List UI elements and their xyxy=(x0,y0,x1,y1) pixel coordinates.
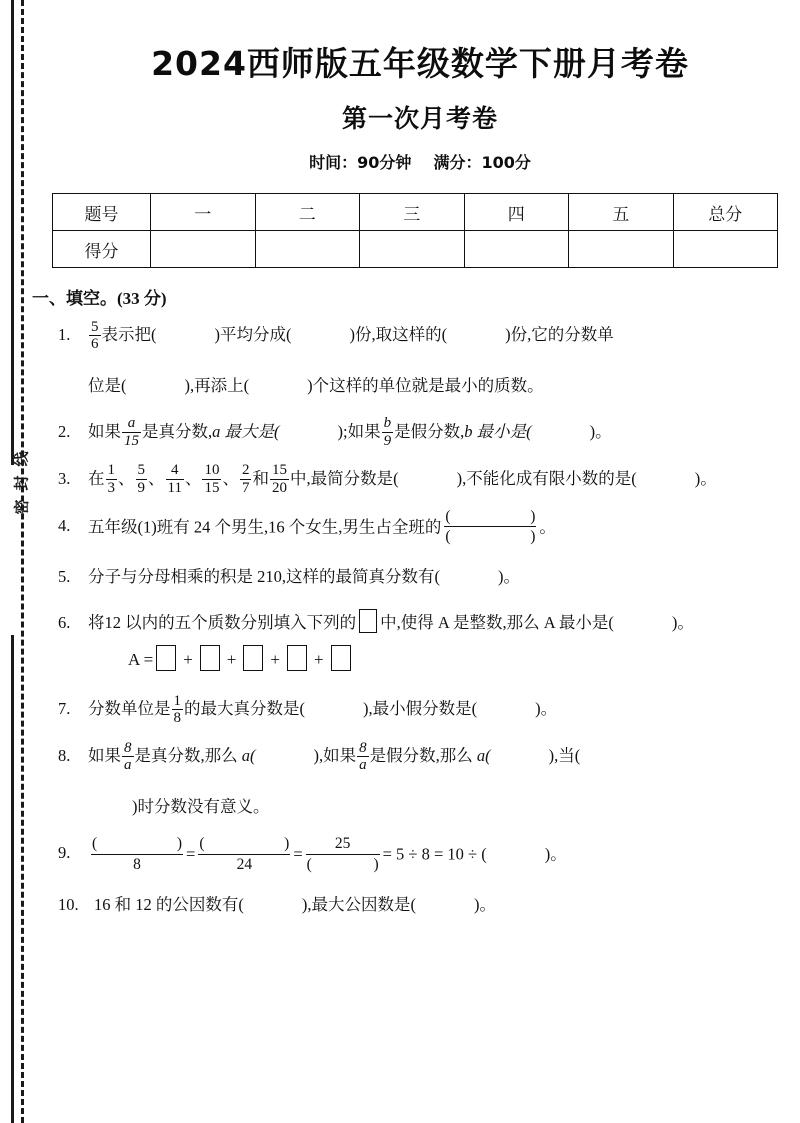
question-6 xyxy=(40,606,800,680)
question-text: 在 $\frac{1}{3}$ 、 $\frac{5}{9}$ 、 $\frac{4}{11}$ 、 $\frac{10}{15}$ 、 $\frac{2}{7}$ 和 $\frac{15}{20}$ 中,最简分数是( ),不能化成有限小数的是( )。 xyxy=(88,462,717,496)
fraction-1-8: $\frac{1}{8}$ xyxy=(173,693,181,727)
exam-page xyxy=(32,0,800,1123)
fraction-blank-over-blank[interactable]: ( ) ( ) xyxy=(445,507,536,546)
score-input-5[interactable] xyxy=(569,231,674,268)
seal-dashed-line xyxy=(21,0,24,1123)
fraction-15-20: $\frac{15}{20}$ xyxy=(271,462,287,496)
question-line-2: )时分数没有意义。 xyxy=(132,797,270,817)
question-text xyxy=(88,739,800,824)
table-cell-5: 五 xyxy=(569,194,674,231)
question-text: ( ) 8 = ( ) 24 = 25 ( ) = 5 ÷ 8 = 10 ÷ ( )。 xyxy=(92,835,567,873)
fraction-a-15: $\frac{a}{15}$ xyxy=(124,415,139,449)
table-row xyxy=(53,194,778,231)
answer-box[interactable] xyxy=(287,645,307,671)
question-number: 10. xyxy=(58,895,79,915)
formula-a-equals: A = + + + + xyxy=(88,650,354,669)
table-cell-4: 四 xyxy=(464,194,569,231)
question-text: 五年级(1)班有 24 个男生,16 个女生,男生占全班的 ( ) ( ) 。 xyxy=(88,507,556,546)
score-input-2[interactable] xyxy=(255,231,360,268)
score-input-4[interactable] xyxy=(464,231,569,268)
fraction-b-9: $\frac{b}{9}$ xyxy=(383,415,392,449)
score-table xyxy=(52,193,778,268)
fraction-1-3: $\frac{1}{3}$ xyxy=(107,462,115,496)
seal-label: 密封线 xyxy=(14,442,31,515)
question-10 xyxy=(40,888,800,922)
question-1 xyxy=(40,318,800,403)
question-list xyxy=(40,318,800,922)
question-number: 2. xyxy=(58,421,71,441)
page-subtitle: 第一次月考卷 xyxy=(341,104,498,133)
score-input-1[interactable] xyxy=(151,231,256,268)
table-cell-total: 总分 xyxy=(673,194,778,231)
fraction-blank-over-24[interactable]: ( ) 24 xyxy=(199,835,290,873)
question-3 xyxy=(40,462,800,497)
question-7 xyxy=(40,692,800,727)
question-text: 如果 $\frac{a}{15}$ 是真分数,a 最大是( );如果 $\frac{b}{9}$ 是假分数,b 最小是( )。 xyxy=(88,415,612,449)
question-number: 8. xyxy=(58,746,71,766)
question-number: 5. xyxy=(58,567,71,587)
question-number: 4. xyxy=(58,515,71,535)
question-5 xyxy=(40,560,800,594)
fraction-25-over-blank[interactable]: 25 ( ) xyxy=(306,835,379,873)
exam-meta xyxy=(40,135,800,173)
answer-box[interactable] xyxy=(359,609,377,633)
question-number: 7. xyxy=(58,699,71,719)
page-title: 2024西师版五年级数学下册月考卷 xyxy=(151,44,689,83)
seal-line-bottom xyxy=(11,635,14,1123)
fraction-5-6: $\frac{5}{6}$ xyxy=(91,318,99,352)
question-number: 9. xyxy=(58,843,71,863)
question-text xyxy=(88,606,800,680)
score-input-3[interactable] xyxy=(360,231,465,268)
question-8 xyxy=(40,739,800,824)
question-text xyxy=(88,318,800,403)
fraction-8-a: $\frac{8}{a}$ xyxy=(124,739,132,774)
seal-line-top xyxy=(11,0,14,465)
question-4 xyxy=(40,509,800,549)
question-text: 分子与分母相乘的积是 210,这样的最简真分数有( )。 xyxy=(88,567,520,587)
fraction-4-11: $\frac{4}{11}$ xyxy=(167,462,182,496)
answer-box[interactable] xyxy=(331,645,351,671)
question-2 xyxy=(40,415,800,450)
seal-margin xyxy=(0,0,40,1123)
section-heading-fill-in-blank: 一、填空。(33 分) xyxy=(32,289,167,308)
question-text: 分数单位是 $\frac{1}{8}$ 的最大真分数是( ),最小假分数是( )。 xyxy=(88,693,558,727)
table-cell-1: 一 xyxy=(151,194,256,231)
question-line-2: 位是( ),再添上( )个这样的单位就是最小的质数。 xyxy=(88,375,544,395)
question-number: 6. xyxy=(58,613,71,633)
exam-total-score: 满分：100分 xyxy=(433,153,531,172)
table-row-label: 题号 xyxy=(53,194,151,231)
fraction-5-9: $\frac{5}{9}$ xyxy=(137,462,145,496)
question-line-1: $\frac{5}{6}$ 表示把( )平均分成( )份,取这样的( )份,它的分数单 xyxy=(91,318,614,352)
table-row xyxy=(53,231,778,268)
answer-box[interactable] xyxy=(243,645,263,671)
fraction-10-15: $\frac{10}{15}$ xyxy=(204,462,220,496)
question-line-1: 将12 以内的五个质数分别填入下列的 中,使得 A 是整数,那么 A 最小是( )。 xyxy=(88,606,800,640)
exam-time: 时间：90分钟 xyxy=(309,153,412,172)
question-9 xyxy=(40,836,800,876)
question-line-1: 如果 $\frac{8}{a}$ 是真分数,那么 a( ),如果 $\frac{8}{a}$ 是假分数,那么 a( ),当( xyxy=(88,739,581,774)
fraction-blank-over-8[interactable]: ( ) 8 xyxy=(92,835,182,873)
table-cell-3: 三 xyxy=(360,194,465,231)
table-row-label: 得分 xyxy=(53,231,151,268)
fraction-8-a: $\frac{8}{a}$ xyxy=(359,739,367,774)
question-number: 3. xyxy=(58,468,71,488)
question-number: 1. xyxy=(58,325,71,344)
table-cell-2: 二 xyxy=(255,194,360,231)
question-text: 16 和 12 的公因数有( ),最大公因数是( )。 xyxy=(94,895,496,915)
answer-box[interactable] xyxy=(200,645,220,671)
score-input-total[interactable] xyxy=(673,231,778,268)
answer-box[interactable] xyxy=(156,645,176,671)
fraction-2-7: $\frac{2}{7}$ xyxy=(241,462,250,496)
